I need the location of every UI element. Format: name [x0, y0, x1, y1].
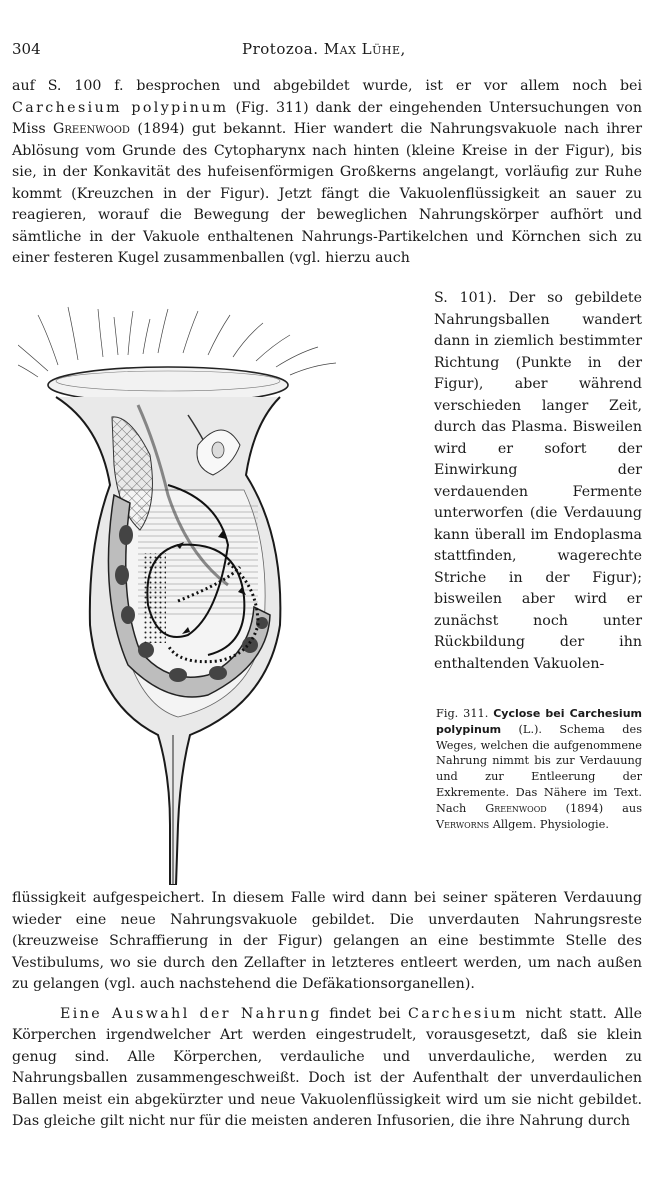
caption-text: (L.). Schema des Weges, welchen die aufgenommene Nahrung nimmt bis zur Verdauung und zur Entleerung der Exkremente. Das Nähere im Text. Nach [436, 722, 642, 815]
page-header [12, 40, 646, 64]
header-author: Max Lühe, [323, 40, 406, 58]
page-number: 304 [12, 40, 41, 58]
genus-name: Carchesium [408, 1005, 519, 1022]
text-run: (Fig. 311) dank der eingehenden Untersuchungen von Miss [12, 99, 642, 137]
text-run: nicht statt. Alle Körperchen irgendwelcher Art werden eingestrudelt, vorausgesetzt, daß sie klein genug sind. Alle Körperchen, verdauliche und unverdauliche, werden zu Nahrungsballen zusammengeschweißt. Doch ist der Aufenthalt der unverdaulichen Ballen meist ein abgekürzter und neue Vakuolenflüssigkeit wird um sie nicht gebildet. Das gleiche gilt nicht nur für die meisten anderen Infusorien, die ihre Nahrung durch [12, 1005, 642, 1129]
figure-caption [436, 706, 642, 832]
paragraph [12, 1004, 642, 1133]
right-column-text [434, 288, 642, 675]
running-head [242, 40, 406, 58]
caption-text: (1894) aus [546, 801, 642, 815]
section-title: Protozoa. [242, 40, 319, 58]
bottom-text-block [12, 888, 642, 1133]
caption-text: Allgem. Physiologie. [489, 817, 609, 831]
emphasis-spaced: Eine Auswahl der Nahrung [60, 1005, 322, 1022]
caption-author: Verworns [436, 817, 490, 831]
paragraph-continued [12, 76, 642, 270]
caption-title: Cyclose bei Carchesium polypinum [436, 707, 642, 736]
text-run: findet bei [321, 1005, 409, 1022]
text-run: (1894) gut bekannt. Hier wandert die Nahrungsvakuole nach ihrer Ablösung vom Grunde des Cytopharynx nach hinten (kleine Kreise in der Figur), bis sie, in der Konkavität des hufeisenförmigen Großkerns angelangt, vorläufig zur Ruhe kommt (Kreuzchen in der Figur). Jetzt fängt die Vakuolenflüssigkeit an sauer zu reagieren, worauf die Bewegung der beweglichen Nahrungskörper aufhört und sämtliche in der Vakuole enthaltenen Nahrungs-Partikelchen und Körnchen sich zu einer festeren Kugel zusammenballen (vgl. hierzu auch [12, 121, 643, 266]
carchesium-drawing [18, 305, 426, 885]
text-run: auf S. 100 f. besprochen und abgebildet wurde, ist er vor allem noch bei [12, 78, 642, 94]
author-name: Greenwood [53, 121, 130, 137]
top-text-block [12, 76, 642, 270]
caption-author: Greenwood [485, 801, 547, 815]
figure-311-illustration [18, 305, 426, 885]
paragraph: flüssigkeit aufgespeichert. In diesem Falle wird dann bei seiner späteren Verdauung wieder eine neue Nahrungsvakuole gebildet. Die unverdauten Nahrungsreste (kreuzweise Schraffierung in der Figur) gelangen an eine bestimmte Stelle des Vestibulums, wo sie durch den Zellafter in letzteres entleert werden, um nach außen zu gelangen (vgl. auch nachstehend die Defäkationsorganellen). [12, 890, 642, 992]
species-name: Carchesium polypinum [12, 99, 229, 116]
side-paragraph: S. 101). Der so gebildete Nahrungsballen wandert dann in ziemlich bestimmter Richtung (Punkte in der Figur), aber während verschieden langer Zeit, durch das Plasma. Bisweilen wird er sofort der Einwirkung der verdauenden Fermente unterworfen (die Verdauung kann überall im Endoplasma stattfinden, wagerechte Striche in der Figur); bisweilen aber wird er zunächst noch unter Rückbildung der ihn enthaltenden Vakuolen- [434, 290, 642, 672]
caption-label: Fig. 311. [436, 707, 489, 720]
